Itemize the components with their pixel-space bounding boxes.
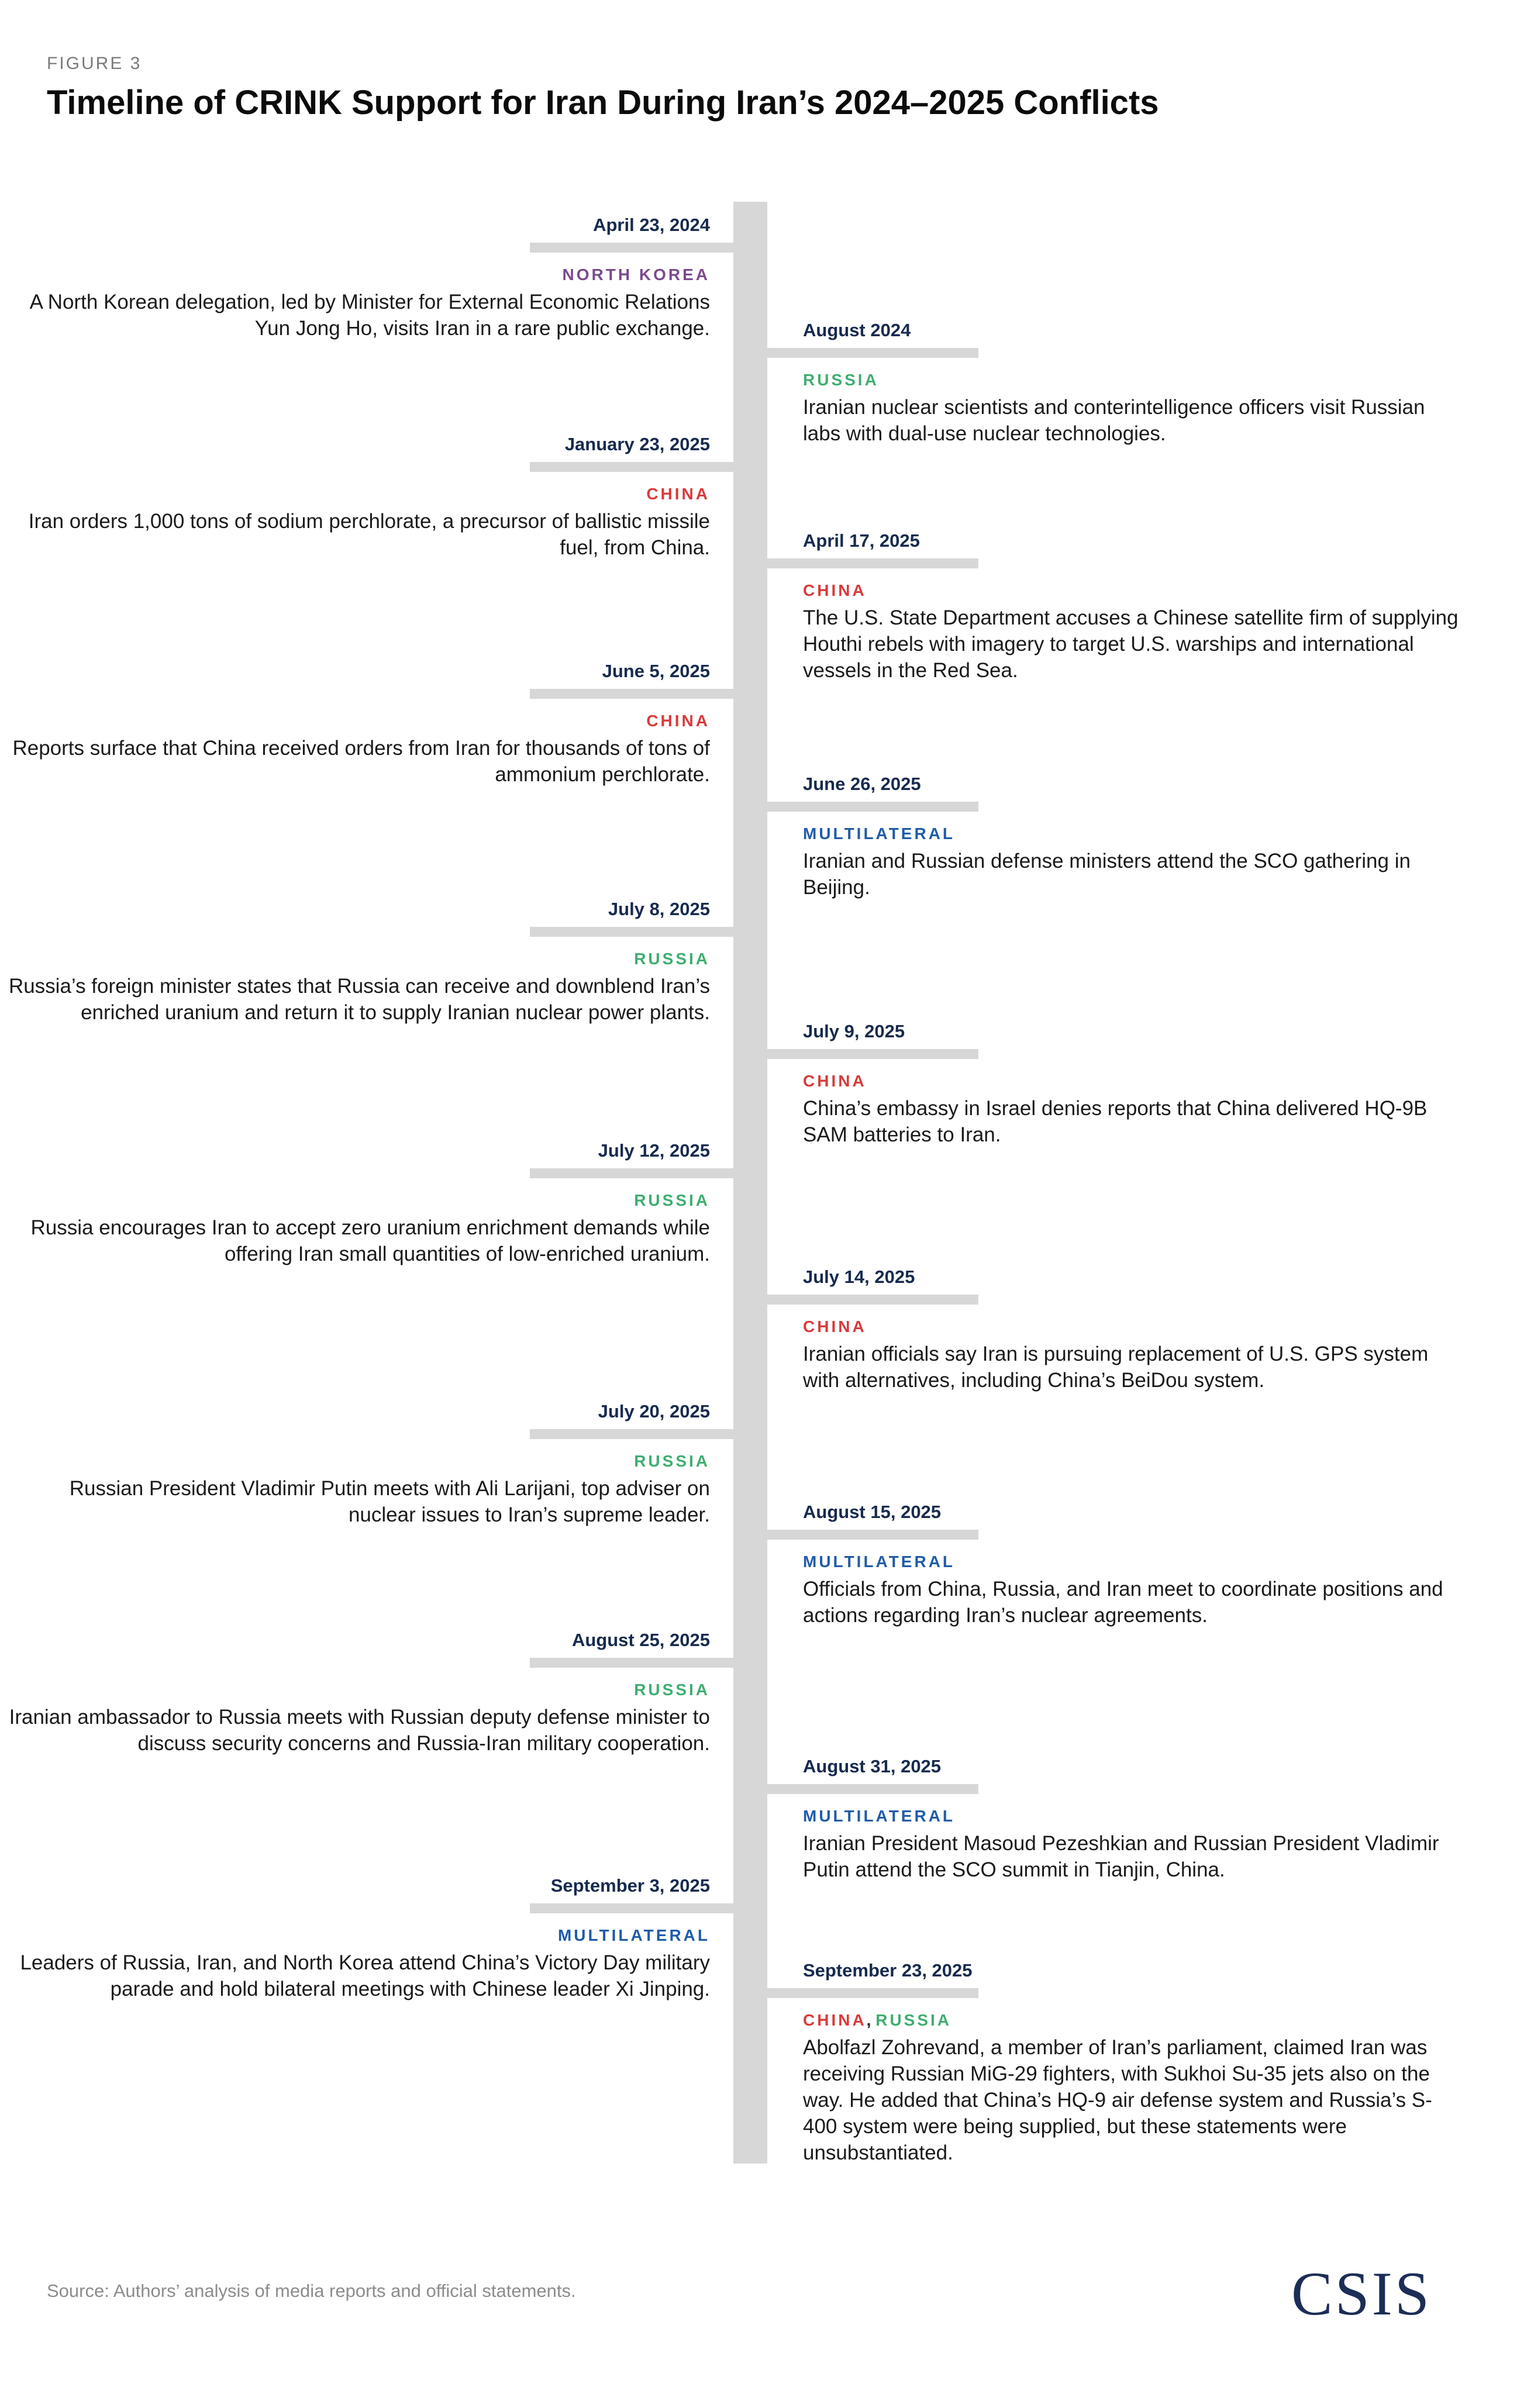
event-description: Leaders of Russia, Iran, and North Korea attend China’s Victory Day military parade and hold bilateral meetings with Chinese leader Xi Jinping.: [20, 1951, 710, 2000]
event-date: August 25, 2025: [571, 1630, 710, 1650]
event-connector: [733, 1988, 978, 1998]
event-description: Officials from China, Russia, and Iran meet to coordinate positions and actions regarding Iran’s nuclear agreements.: [803, 1578, 1443, 1627]
tag-russia: RUSSIA: [634, 1452, 710, 1470]
event-connector: [530, 927, 733, 937]
event-description: China’s embassy in Israel denies reports that China delivered HQ-9B SAM batteries to Iran.: [803, 1097, 1428, 1146]
event-tags: [0, 948, 710, 970]
page-title: Timeline of CRINK Support for Iran During Iran’s 2024–2025 Conflicts: [47, 84, 1159, 122]
event-date: July 9, 2025: [803, 1021, 905, 1041]
tag-multilateral: MULTILATERAL: [803, 824, 956, 843]
event-date: April 17, 2025: [803, 530, 920, 551]
tag-china: CHINA: [646, 712, 710, 730]
event-connector: [733, 1530, 978, 1540]
tag-russia: RUSSIA: [803, 371, 879, 389]
timeline-event: [0, 898, 710, 1026]
event-description: Iranian President Masoud Pezeshkian and Russian President Vladimir Putin attend the SCO summit in Tianjin, China.: [803, 1832, 1439, 1881]
event-tags: [0, 1679, 710, 1700]
event-date: April 23, 2024: [593, 215, 710, 235]
event-description: Russian President Vladimir Putin meets with Ali Larijani, top adviser on nuclear issues to Iran’s supreme leader.: [69, 1477, 710, 1526]
timeline-event: [803, 1020, 1464, 1148]
event-connector: [530, 1658, 733, 1668]
tag-china: CHINA: [646, 485, 710, 503]
timeline-event: [0, 1400, 710, 1528]
event-description: Iranian ambassador to Russia meets with Russian deputy defense minister to discuss security concerns and Russia-Iran military cooperation.: [9, 1706, 710, 1755]
tag-china: CHINA: [803, 1072, 867, 1090]
event-tags: [0, 1451, 710, 1472]
event-date: July 12, 2025: [598, 1140, 710, 1161]
timeline-event: [803, 1959, 1464, 2166]
tag-russia: RUSSIA: [875, 2011, 952, 2029]
timeline-event: [0, 1874, 710, 2002]
timeline-event: [803, 319, 1464, 447]
event-tags: [0, 1190, 710, 1211]
tag-separator: ,: [866, 2011, 876, 2029]
event-description: Reports surface that China received orders from Iran for thousands of tons of ammonium perchlorate.: [12, 737, 710, 786]
event-description: Iranian nuclear scientists and conterintelligence officers visit Russian labs with dual-use nuclear technologies.: [803, 396, 1425, 445]
event-tags: [803, 1316, 1464, 1337]
event-connector: [530, 1168, 733, 1178]
event-connector: [530, 689, 733, 699]
event-date: August 31, 2025: [803, 1756, 942, 1776]
timeline-spine: [733, 202, 767, 2164]
event-connector: [530, 462, 733, 472]
tag-multilateral: MULTILATERAL: [803, 1553, 956, 1571]
event-description: Iran orders 1,000 tons of sodium perchlorate, a precursor of ballistic missile fuel, from China.: [28, 510, 710, 559]
event-connector: [733, 802, 978, 812]
event-tags: [0, 264, 710, 285]
event-tags: [0, 484, 710, 505]
event-description: A North Korean delegation, led by Minister for External Economic Relations Yun Jong Ho, visits Iran in a rare public exchange.: [29, 291, 710, 340]
timeline-event: [0, 213, 710, 341]
timeline-event: [0, 1139, 710, 1267]
event-description: The U.S. State Department accuses a Chinese satellite firm of supplying Houthi rebels with imagery to target U.S. warships and international vessels in the Red Sea.: [803, 606, 1459, 682]
event-date: July 20, 2025: [598, 1401, 710, 1422]
event-tags: [803, 1551, 1464, 1572]
event-date: January 23, 2025: [564, 434, 710, 454]
event-date: June 5, 2025: [602, 661, 710, 681]
event-connector: [733, 558, 978, 568]
event-tags: [803, 1806, 1464, 1827]
tag-russia: RUSSIA: [634, 950, 710, 968]
tag-north-korea: NORTH KOREA: [562, 265, 710, 284]
event-tags: [803, 1071, 1464, 1092]
tag-multilateral: MULTILATERAL: [557, 1926, 710, 1944]
event-date: September 3, 2025: [550, 1875, 710, 1896]
tag-multilateral: MULTILATERAL: [803, 1807, 956, 1825]
csis-logo: CSIS: [1291, 2259, 1432, 2328]
event-tags: [803, 823, 1464, 844]
event-connector: [733, 1049, 978, 1059]
timeline-event: [803, 529, 1464, 684]
timeline-event: [803, 772, 1464, 901]
event-date: August 15, 2025: [803, 1502, 942, 1522]
event-date: August 2024: [803, 320, 911, 340]
event-connector: [530, 1429, 733, 1439]
event-date: June 26, 2025: [803, 774, 921, 794]
tag-china: CHINA: [803, 1317, 867, 1336]
event-date: July 8, 2025: [608, 899, 710, 919]
event-description: Russia’s foreign minister states that Russia can receive and downblend Iran’s enriched uranium and return it to supply Iranian nuclear power plants.: [8, 975, 710, 1024]
figure-label: FIGURE 3: [47, 54, 142, 73]
event-tags: [0, 710, 710, 732]
event-connector: [530, 1903, 733, 1913]
timeline-event: [0, 433, 710, 561]
event-tags: [803, 580, 1464, 601]
timeline-event: [0, 660, 710, 788]
tag-russia: RUSSIA: [634, 1681, 710, 1699]
source-note: Source: Authors’ analysis of media reports and official statements.: [47, 2281, 576, 2301]
event-description: Iranian and Russian defense ministers attend the SCO gathering in Beijing.: [803, 850, 1411, 899]
event-date: September 23, 2025: [803, 1960, 973, 1981]
event-description: Russia encourages Iran to accept zero uranium enrichment demands while offering Iran small quantities of low-enriched uranium.: [30, 1216, 710, 1265]
event-connector: [530, 243, 733, 253]
tag-china: CHINA: [803, 2011, 867, 2029]
event-connector: [733, 1295, 978, 1305]
event-description: Abolfazl Zohrevand, a member of Iran’s parliament, claimed Iran was receiving Russian MiG-29 fighters, with Sukhoi Su-35 jets also on the way. He added that China’s HQ-9 air defense system and Russia’s S-400 system were being supplied, but these statements were unsubstantiated.: [803, 2036, 1432, 2164]
event-date: July 14, 2025: [803, 1267, 915, 1287]
event-tags: [803, 2010, 1464, 2031]
event-connector: [733, 1784, 978, 1794]
timeline-event: [803, 1265, 1464, 1393]
event-connector: [733, 348, 978, 358]
tag-china: CHINA: [803, 581, 867, 599]
timeline-event: [0, 1629, 710, 1757]
event-description: Iranian officials say Iran is pursuing replacement of U.S. GPS system with alternatives, including China’s BeiDou system.: [803, 1343, 1429, 1392]
event-tags: [803, 370, 1464, 391]
timeline-event: [803, 1755, 1464, 1883]
tag-russia: RUSSIA: [634, 1191, 710, 1209]
event-tags: [0, 1925, 710, 1946]
timeline-event: [803, 1500, 1464, 1629]
